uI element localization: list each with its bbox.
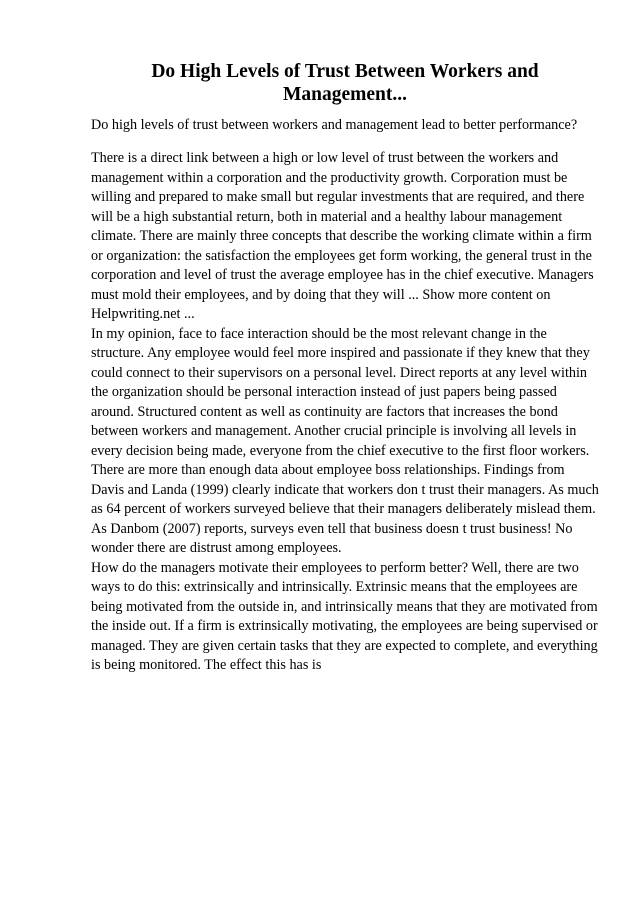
document-title: Do High Levels of Trust Between Workers and Management... [151, 61, 539, 105]
paragraph-1: There is a direct link between a high or low level of trust between the workers and management within a corporation and the productivity growth. Corporation must be willing and prepared to make small but regular investments that are required, and there will be a high substantial return, both in material and a healthy labour management climate. There are mainly three concepts that describe the working climate within a firm or organization: the satisfaction the employees get form working, the general trust in the corporation and level of trust the average employee has in the chief executive. Managers must mold their employees, and by doing that they will ... Show more content on Helpwriting.net ... [91, 150, 594, 322]
document-page [91, 60, 599, 676]
document-subtitle: Do high levels of trust between workers and management lead to better performance? [91, 117, 578, 133]
paragraph-3: There are more than enough data about employee boss relationships. Findings from Davis and Landa (1999) clearly indicate that workers don t trust their managers. As much as 64 percent of workers surveyed believe that their managers deliberately mislead them. As Danbom (2007) reports, surveys even tell that business doesn t trust business! No wonder there are distrust among employees. [91, 462, 599, 556]
paragraph-2: In my opinion, face to face interaction should be the most relevant change in the structure. Any employee would feel more inspired and passionate if they knew that they could connect to their supervisors on a personal level. Direct reports at any level within the organization should be personal interaction instead of just papers being passed around. Structured content as well as continuity are factors that increases the bond between workers and management. Another crucial principle is involving all levels in every decision being made, everyone from the chief executive to the first floor workers. [91, 325, 590, 459]
paragraph-4: How do the managers motivate their employees to perform better? Well, there are two ways to do this: extrinsically and intrinsically. Extrinsic means that the employees are being motivated from the outside in, and intrinsically means that they are motivated from the inside out. If a firm is extrinsically motivating, the employees are being supervised or managed. They are given certain tasks that they are expected to complete, and everything is being monitored. The effect this has is [91, 559, 598, 673]
